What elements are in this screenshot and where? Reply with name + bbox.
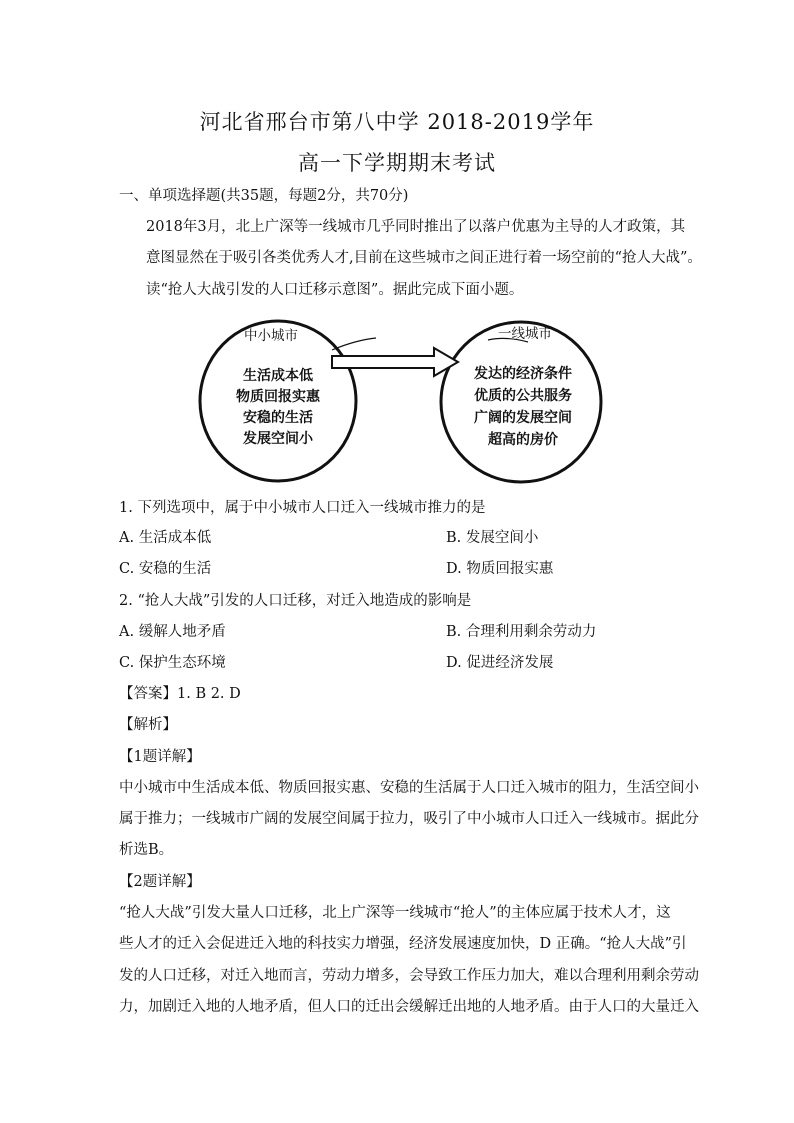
question-1-stem: 1. 下列选项中，属于中小城市人口迁入一线城市推力的是 [119, 500, 486, 516]
question-2-option-a: A. 缓解人地矛盾 [119, 624, 226, 640]
analysis-label: 【解析】 [119, 717, 177, 733]
first-tier-item-3: 广阔的发展空间 [474, 410, 572, 426]
small-city-item-2: 物质回报实惠 [236, 389, 320, 405]
question-1-option-b: B. 发展空间小 [446, 530, 539, 546]
first-tier-item-4: 超高的房价 [488, 432, 558, 448]
first-tier-item-1: 发达的经济条件 [474, 366, 572, 382]
document-title-line2: 高一下学期期末考试 [298, 151, 496, 175]
question-1-option-c: C. 安稳的生活 [119, 561, 212, 577]
question-2-option-d: D. 促进经济发展 [446, 655, 554, 671]
intro-line-3: 读“抢人大战引发的人口迁移示意图”。据此完成下面小题。 [146, 282, 524, 298]
section-heading: 一、单项选择题(共35题，每题2分，共70分) [119, 188, 409, 204]
small-city-item-3: 安稳的生活 [243, 410, 313, 426]
detail-1-line-3: 析选B。 [119, 842, 174, 858]
detail-2-line-2: 些人才的迁入会促进迁入地的科技实力增强，经济发展速度加快，D 正确。“抢人大战”引 [119, 936, 687, 952]
detail-1-line-2: 属于推力；一线城市广阔的发展空间属于拉力，吸引了中小城市人口迁入一线城市。据此分 [119, 811, 699, 827]
detail-1-line-1: 中小城市中生活成本低、物质回报实惠、安稳的生活属于人口迁入城市的阻力，生活空间小 [119, 780, 699, 796]
intro-line-2: 意图显然在于吸引各类优秀人才,目前在这些城市之间正进行着一场空前的“抢人大战”。 [146, 250, 702, 266]
question-2-option-c: C. 保护生态环境 [119, 655, 226, 671]
small-city-item-1: 生活成本低 [243, 368, 313, 384]
document-title-line1: 河北省邢台市第八中学 2018-2019学年 [199, 110, 595, 134]
intro-line-1: 2018年3月，北上广深等一线城市几乎同时推出了以落户优惠为主导的人才政策，其 [146, 219, 686, 235]
question-1-option-d: D. 物质回报实惠 [446, 561, 554, 577]
first-tier-title: 一线城市 [498, 326, 552, 342]
detail-2-line-3: 发的人口迁移，对迁入地而言，劳动力增多，会导致工作压力加大，难以合理利用剩余劳动 [119, 968, 699, 984]
detail-2-line-1: “抢人大战”引发大量人口迁移，北上广深等一线城市“抢人”的主体应属于技术人才，这 [119, 905, 671, 921]
question-2-stem: 2. “抢人大战”引发的人口迁移，对迁入地造成的影响是 [119, 593, 472, 609]
answer-line: 【答案】1. B 2. D [119, 686, 241, 702]
small-city-title: 中小城市 [244, 328, 298, 344]
detail-1-label: 【1题详解】 [119, 749, 201, 765]
question-2-option-b: B. 合理利用剩余劳动力 [446, 624, 597, 640]
migration-diagram [196, 316, 606, 488]
small-city-title-underline [332, 338, 376, 350]
small-city-item-4: 发展空间小 [243, 431, 313, 447]
detail-2-label: 【2题详解】 [119, 874, 201, 890]
first-tier-item-2: 优质的公共服务 [474, 388, 572, 404]
detail-2-line-4: 力，加剧迁入地的人地矛盾，但人口的迁出会缓解迁出地的人地矛盾。由于人口的大量迁入 [119, 999, 699, 1015]
question-1-option-a: A. 生活成本低 [119, 530, 212, 546]
